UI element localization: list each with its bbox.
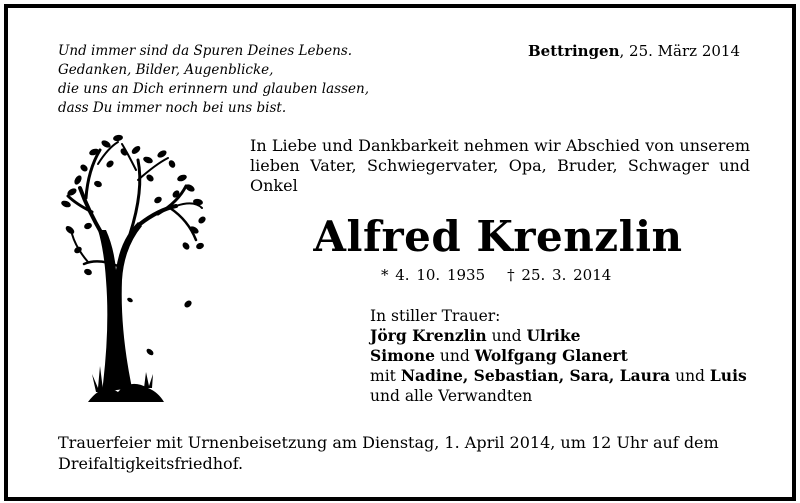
leaves xyxy=(60,134,207,356)
trunk-shape xyxy=(98,222,142,392)
verse-line: Gedanken, Bilder, Augenblicke, xyxy=(58,62,274,78)
deceased-name: Alfred Krenzlin xyxy=(313,212,683,261)
death-date: † 25. 3. 2014 xyxy=(507,266,612,284)
mourner-name: Simone xyxy=(370,346,435,365)
verse-line: dass Du immer noch bei uns bist. xyxy=(58,100,287,116)
mourners-heading: In stiller Trauer: xyxy=(370,307,501,325)
branches xyxy=(68,142,202,266)
mourners-block xyxy=(370,306,747,406)
mourner-line xyxy=(370,326,747,346)
mourner-line xyxy=(370,366,747,386)
conjunction: und xyxy=(434,347,475,365)
funeral-notice: Trauerfeier mit Urnenbeisetzung am Dienstag, 1. April 2014, um 12 Uhr auf dem Dreifaltigkeitsfriedhof. xyxy=(58,433,719,473)
birth-date: * 4. 10. 1935 xyxy=(381,266,486,284)
intro-text: In Liebe und Dankbarkeit nehmen wir Abschied von unserem lieben Vater, Schwiegervater, Opa, Bruder, Schwager und Onkel xyxy=(250,136,750,195)
tree-illustration xyxy=(58,130,208,420)
verse-line: Und immer sind da Spuren Deines Lebens. xyxy=(58,43,353,59)
mourner-name: Luis xyxy=(709,366,747,385)
date: , 25. März 2014 xyxy=(619,42,740,60)
mourner-line xyxy=(370,346,747,366)
mourner-name: Wolfgang Glanert xyxy=(474,346,628,365)
mourner-line: und alle Verwandten xyxy=(370,387,533,405)
conjunction: und xyxy=(486,327,527,345)
place-date xyxy=(528,42,740,60)
obituary-frame xyxy=(4,4,796,501)
memorial-verse xyxy=(58,42,369,118)
mourner-name: Jörg Krenzlin xyxy=(370,326,487,345)
conjunction: mit xyxy=(370,367,401,385)
life-dates xyxy=(381,266,611,284)
verse-line: die uns an Dich erinnern und glauben lassen, xyxy=(58,81,369,97)
mourner-name: Nadine, Sebastian, Sara, Laura xyxy=(400,366,671,385)
mourner-name: Ulrike xyxy=(526,326,581,345)
conjunction: und xyxy=(670,367,710,385)
place: Bettringen xyxy=(527,42,620,60)
